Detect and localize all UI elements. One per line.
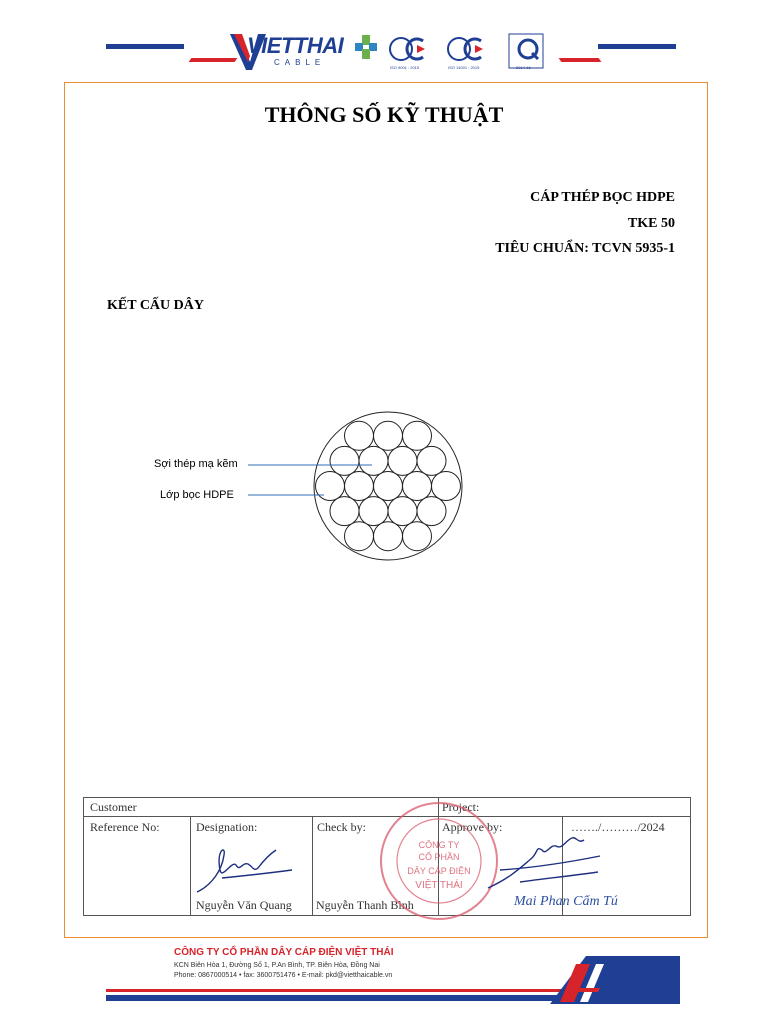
table-col-divider — [190, 816, 191, 915]
steel-wire-strand — [403, 421, 432, 450]
approver-name: Mai Phan Cẩm Tú — [514, 894, 618, 909]
steel-wire-strand — [403, 472, 432, 501]
project-label: Project: — [442, 800, 480, 814]
approve-label: Approve by: — [442, 820, 503, 834]
product-standard: TIÊU CHUẨN: TCVN 5935-1 — [495, 241, 675, 256]
wire-label: Sợi thép mạ kẽm — [154, 458, 238, 470]
reference-label: Reference No: — [90, 820, 160, 834]
steel-wire-strand — [330, 497, 359, 526]
steel-wire-strand — [432, 472, 461, 501]
steel-wire-strand — [417, 497, 446, 526]
steel-wire-strand — [359, 446, 388, 475]
brand-name: VIETTHAI — [247, 33, 344, 58]
designation-label: Designation: — [196, 820, 258, 834]
product-name: CÁP THÉP BỌC HDPE — [530, 190, 675, 205]
brand-sub: CABLE — [274, 58, 326, 67]
date-field: ……./………/2024 — [571, 820, 665, 834]
steel-wire-strand — [374, 472, 403, 501]
section-heading: KẾT CẤU DÂY — [107, 298, 204, 313]
steel-wire-strand — [316, 472, 345, 501]
footer-bar-blue — [106, 995, 566, 1001]
stamp-line-3: DÂY CÁP ĐIỆN — [407, 866, 471, 876]
steel-wire-strand — [359, 497, 388, 526]
designer-name: Nguyễn Văn Quang — [196, 898, 292, 912]
approver-signature — [480, 828, 610, 898]
cert-label-iso14001: ISO 14001 : 2015 — [448, 65, 480, 70]
checker-name: Nguyễn Thanh Bình — [316, 898, 414, 912]
steel-wire-strand — [388, 446, 417, 475]
footer-bar-red — [106, 989, 566, 992]
steel-wire-strand — [374, 522, 403, 551]
stamp-line-4: VIỆT THÁI — [415, 880, 463, 891]
customer-label: Customer — [90, 800, 137, 814]
check-label: Check by: — [317, 820, 366, 834]
cert-label-q: 2014-16 — [516, 65, 531, 70]
sheath-label: Lớp bọc HDPE — [160, 489, 234, 501]
steel-wire-strand — [330, 446, 359, 475]
page-title: THÔNG SỐ KỸ THUẬT — [264, 102, 504, 127]
table-col-divider — [312, 816, 313, 915]
footer-contact: Phone: 0867000514 • fax: 3600751476 • E-mail: pkd@vietthaicable.vn — [174, 972, 393, 979]
stamp-line-2: CỔ PHẦN — [418, 852, 460, 862]
steel-wire-strand — [403, 522, 432, 551]
steel-wire-strand — [345, 522, 374, 551]
footer-company-name: CÔNG TY CỔ PHẦN DÂY CÁP ĐIỆN VIỆT THÁI — [174, 947, 394, 958]
steel-wire-strand — [417, 446, 446, 475]
footer-address: KCN Biên Hòa 1, Đường Số 1, P.An Bình, TP. Biên Hòa, Đồng Nai — [174, 962, 380, 969]
steel-wire-strand — [388, 497, 417, 526]
footer-graphic — [540, 942, 680, 1004]
stamp-line-1: CÔNG TY — [418, 840, 460, 850]
steel-wire-strand — [374, 421, 403, 450]
steel-wire-strand — [345, 472, 374, 501]
designer-signature — [192, 840, 302, 900]
cert-label-iso9001: ISO 9001 : 2015 — [390, 65, 420, 70]
steel-wire-strand — [345, 421, 374, 450]
product-model: TKE 50 — [627, 216, 675, 231]
